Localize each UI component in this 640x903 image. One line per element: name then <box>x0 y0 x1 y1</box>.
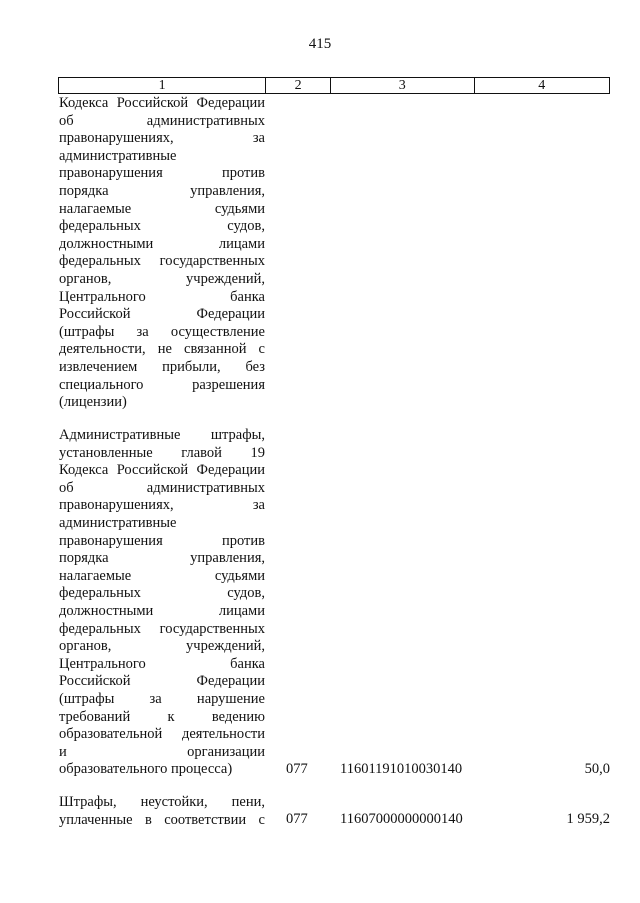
text-line: органов, учреждений, <box>59 638 265 655</box>
text-line: образовательного процесса) <box>59 761 233 778</box>
text-line: правонарушениях, за <box>59 497 265 514</box>
table-header-col-3: 3 <box>331 78 474 93</box>
text-line: органов, учреждений, <box>59 270 265 287</box>
text-line: уплаченные в соответствии с <box>59 811 265 828</box>
row-2-amount: 50,0 <box>584 761 610 777</box>
text-line: федеральных судов, <box>59 585 265 602</box>
text-line: Кодекса Российской Федерации <box>59 462 265 479</box>
text-line: порядка управления, <box>59 550 265 567</box>
table-header-col-4: 4 <box>538 78 546 93</box>
text-line: налагаемые судьями <box>59 567 265 584</box>
row-3-kbk-code: 11607000000000140 <box>340 811 463 827</box>
text-line: административные <box>59 514 177 531</box>
row-3-amount: 1 959,2 <box>566 811 610 827</box>
text-line: правонарушения против <box>59 532 265 549</box>
row-2-description <box>59 427 265 779</box>
text-line: правонарушения против <box>59 165 265 182</box>
text-line: требований к ведению <box>59 708 265 725</box>
row-1-description <box>59 95 265 412</box>
table-header-row <box>58 77 610 94</box>
text-line: Кодекса Российской Федерации <box>59 95 265 111</box>
text-line: Штрафы, неустойки, пени, <box>59 794 265 810</box>
text-line: порядка управления, <box>59 182 265 199</box>
row-2-admin-code: 077 <box>286 761 308 777</box>
text-line: правонарушениях, за <box>59 130 265 147</box>
text-line: деятельности, не связанной с <box>59 341 265 358</box>
row-3-admin-code: 077 <box>286 811 308 827</box>
text-line: Центрального банка <box>59 288 265 305</box>
text-line: установленные главой 19 <box>59 444 265 461</box>
text-line: Центрального банка <box>59 655 265 672</box>
text-line: (штрафы за нарушение <box>59 690 265 707</box>
table-header-col-1: 1 <box>59 78 266 93</box>
text-line: федеральных государственных <box>59 253 265 270</box>
text-line: специального разрешения <box>59 376 265 393</box>
text-line: налагаемые судьями <box>59 200 265 217</box>
text-line: образовательной деятельности <box>59 726 265 743</box>
text-line: федеральных судов, <box>59 218 265 235</box>
table-header-col-2: 2 <box>266 78 331 93</box>
text-line: об административных <box>59 479 265 496</box>
row-2-kbk-code: 11601191010030140 <box>340 761 463 777</box>
text-line: (лицензии) <box>59 394 127 411</box>
text-line: и организации <box>59 743 265 760</box>
text-line: должностными лицами <box>59 235 265 252</box>
text-line: извлечением прибыли, без <box>59 358 265 375</box>
row-3-description <box>59 794 265 829</box>
text-line: об административных <box>59 112 265 129</box>
text-line: (штрафы за осуществление <box>59 323 265 340</box>
text-line: должностными лицами <box>59 602 265 619</box>
text-line: административные <box>59 147 177 164</box>
text-line: Административные штрафы, <box>59 427 265 443</box>
text-line: федеральных государственных <box>59 620 265 637</box>
text-line: Российской Федерации <box>59 306 265 323</box>
page-number: 415 <box>308 36 332 52</box>
text-line: Российской Федерации <box>59 673 265 690</box>
